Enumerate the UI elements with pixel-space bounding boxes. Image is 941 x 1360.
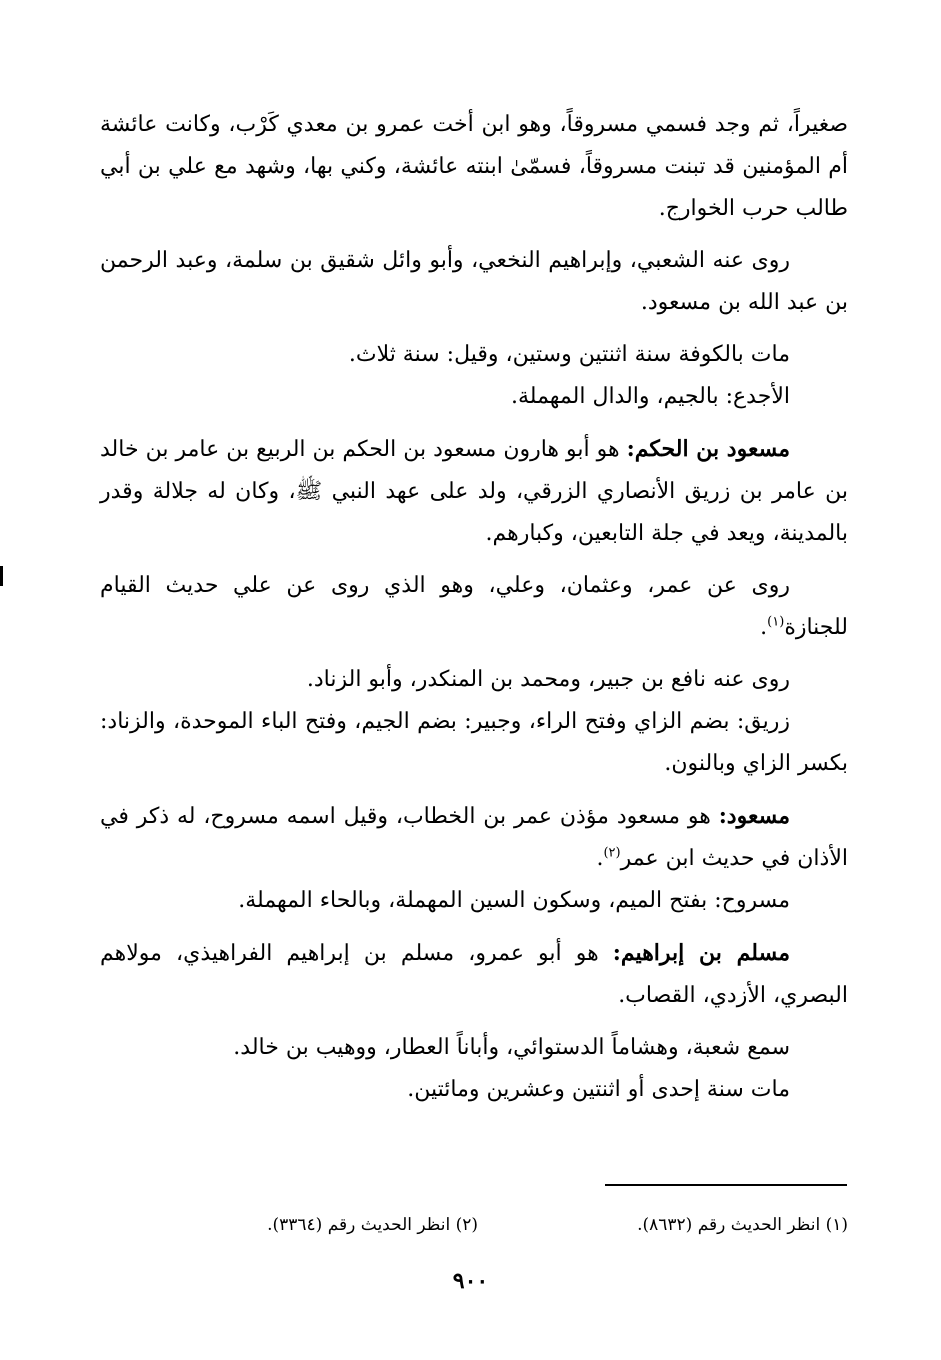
paragraph-7: روى عنه نافع بن جبير، ومحمد بن المنكدر، وأبو الزناد. (306, 667, 790, 692)
footnote-ref-2: (٢) (603, 845, 621, 861)
paragraph-text: روى عن عمر، وعثمان، وعلي، وهو الذي روى عن علي حديث القيام للجنازة (100, 573, 848, 640)
paragraph-1: صغيراً، ثم وجد فسمي مسروقاً، وهو ابن أخت عمرو بن معدي كَرْب، وكانت عائشة أم المؤمنين قد تبنت مسروقاً، فسمّىٰ ابنته عائشة، وكني بها، وشهد مع علي بن أبي طالب حرب الخوارج. (100, 112, 848, 221)
paragraph-9 (100, 795, 848, 880)
paragraph-12: سمع شعبة، وهشاماً الدستوائي، وأباناً العطار، ووهيب بن خالد. (233, 1035, 790, 1060)
page-number: ٩٠٠ (452, 1268, 489, 1294)
footnote-2: (٢) انظر الحديث رقم (٣٣٦٤). (267, 1215, 478, 1235)
main-text (100, 104, 848, 1111)
footnote-ref-1: (١) (767, 614, 785, 630)
paragraph-end: . (760, 615, 768, 640)
paragraph-4: الأجدع: بالجيم، والدال المهملة. (511, 384, 790, 409)
entry-text: هو أبو عمرو، مسلم بن إبراهيم الفراهيذي، مولاهم البصري، الأزدي، القصاب. (100, 941, 848, 1008)
entry-heading: مسعود: (718, 803, 790, 829)
paragraph-2: روى عنه الشعبي، وإبراهيم النخعي، وأبو وائل شقيق بن سلمة، وعبد الرحمن بن عبد الله بن مسعود. (100, 248, 848, 315)
paragraph-8: زريق: بضم الزاي وفتح الراء، وجبير: بضم الجيم، وفتح الباء الموحدة، والزناد: بكسر الزاي وبالنون. (100, 709, 848, 776)
paragraph-6 (100, 565, 848, 649)
entry-heading: مسعود بن الحكم: (626, 436, 790, 462)
paragraph-10: مسروح: بفتح الميم، وسكون السين المهملة، وبالحاء المهملة. (238, 888, 790, 913)
scan-edge-mark (0, 566, 3, 586)
entry-text: هو مسعود مؤذن عمر بن الخطاب، وقيل اسمه مسروح، له ذكر في الأذان في حديث ابن عمر (100, 804, 848, 871)
paragraph-end: . (596, 846, 604, 871)
paragraph-3: مات بالكوفة سنة اثنتين وستين، وقيل: سنة ثلاث. (348, 342, 790, 367)
paragraph-5 (100, 428, 848, 555)
footnote-separator (605, 1184, 847, 1186)
footnote-1: (١) انظر الحديث رقم (٨٦٣٢). (637, 1215, 848, 1235)
entry-text: هو أبو هارون مسعود بن الحكم بن الربيع بن عامر بن خالد بن عامر بن زريق الأنصاري الزرقي، ولد على عهد النبي ﷺ، وكان له جلالة وقدر بالمدينة، ويعد في جلة التابعين، وكبارهم. (100, 437, 848, 546)
paragraph-11 (100, 932, 848, 1017)
entry-heading: مسلم بن إبراهيم: (612, 940, 790, 966)
paragraph-13: مات سنة إحدى أو اثنتين وعشرين ومائتين. (407, 1077, 790, 1102)
